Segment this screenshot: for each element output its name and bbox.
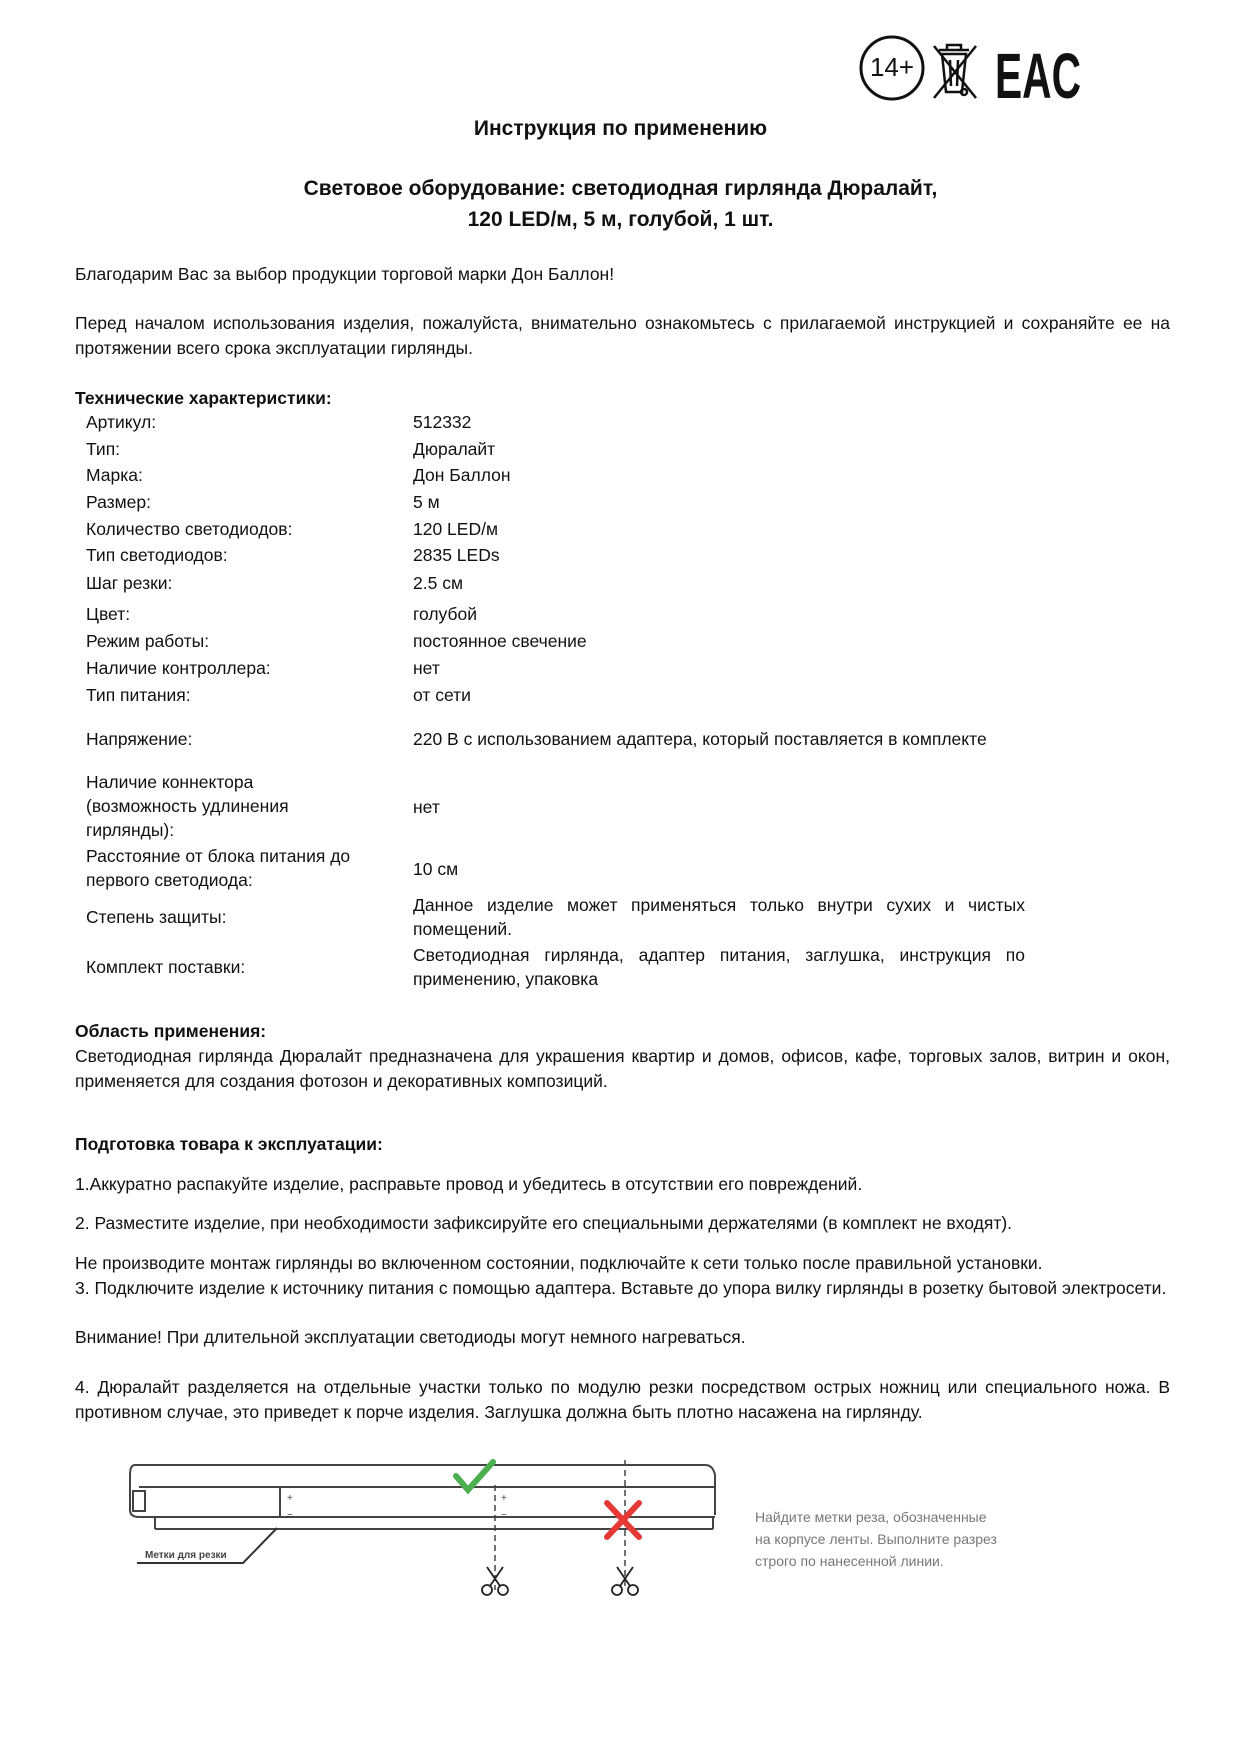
spec-label: Режим работы: — [86, 631, 210, 651]
spec-value: постоянное свечение — [413, 631, 587, 651]
spec-value: Дюралайт — [413, 439, 496, 459]
preparation-heading: Подготовка товара к эксплуатации: — [75, 1134, 383, 1154]
cut-marks-label: Метки для резки — [145, 1550, 227, 1561]
spec-value: 2835 LEDs — [413, 545, 500, 565]
spec-value: нет — [413, 658, 440, 678]
thanks-paragraph: Благодарим Вас за выбор продукции торговой марки Дон Баллон! — [75, 264, 615, 284]
spec-label: Напряжение: — [86, 729, 193, 749]
spec-label: Количество светодиодов: — [86, 519, 293, 539]
usage-text: Светодиодная гирлянда Дюралайт предназначена для украшения квартир и домов, офисов, кафе, торговых залов, витрин и окон, применяется для создания фотозон и декоративных композиций. — [75, 1046, 1170, 1091]
spec-value: 5 м — [413, 492, 440, 512]
spec-label: Расстояние от блока питания до первого светодиода: — [86, 846, 351, 890]
spec-label: Шаг резки: — [86, 573, 173, 593]
plus-sign-2: + — [501, 1493, 507, 1504]
crossed-bin-icon — [934, 45, 976, 98]
note-line-1: Найдите метки реза, обозначенные — [755, 1509, 987, 1525]
eac-mark — [993, 38, 1083, 112]
product-title-line1: Световое оборудование: светодиодная гирлянда Дюралайт, — [303, 177, 938, 200]
mounting-warning: Не производите монтаж гирлянды во включенном состоянии, подключайте к сети только после правильной установки. — [75, 1253, 1043, 1273]
minus-sign: − — [287, 1510, 293, 1521]
cutting-note — [755, 1506, 1045, 1572]
check-icon — [456, 1462, 493, 1490]
spec-label: Наличие контроллера: — [86, 658, 271, 678]
note-line-3: строго по нанесенной линии. — [755, 1553, 944, 1569]
spec-label: Степень защиты: — [86, 907, 227, 927]
document-title: Инструкция по применению — [473, 117, 768, 140]
spec-value: от сети — [413, 685, 471, 705]
step-2: 2. Разместите изделие, при необходимости зафиксируйте его специальными держателями (в комплект не входят). — [75, 1213, 1013, 1233]
minus-sign-2: − — [501, 1510, 507, 1521]
step-3: 3. Подключите изделие к источнику питания с помощью адаптера. Вставьте до упора вилку гирлянды в розетку бытовой электросети. — [75, 1278, 1167, 1298]
plus-sign: + — [287, 1493, 293, 1504]
step-4: 4. Дюралайт разделяется на отдельные участки только по модулю резки посредством острых ножниц или специального ножа. В противном случае, это приведет к порче изделия. Заглушка должна быть плотно насажена на гирлянду. — [75, 1377, 1170, 1422]
spec-label: Комплект поставки: — [86, 957, 246, 977]
usage-heading: Область применения: — [75, 1021, 267, 1041]
attention-note: Внимание! При длительной эксплуатации светодиоды могут немного нагреваться. — [75, 1327, 746, 1347]
spec-value: 10 см — [413, 859, 459, 879]
note-line-2: на корпусе ленты. Выполните разрез — [755, 1531, 997, 1547]
spec-label: Тип: — [86, 439, 121, 459]
spec-label: Тип светодиодов: — [86, 545, 228, 565]
spec-value: голубой — [413, 604, 478, 624]
product-title-line2: 120 LED/м, 5 м, голубой, 1 шт. — [467, 208, 774, 231]
spec-label: Артикул: — [86, 412, 157, 432]
specs-heading: Технические характеристики: — [75, 388, 332, 408]
spec-label: Размер: — [86, 492, 152, 512]
age-rating-text: 14+ — [869, 52, 915, 82]
spec-label: Тип питания: — [86, 685, 191, 705]
spec-label: Наличие коннектора (возможность удлинения гирлянды): — [86, 772, 289, 840]
spec-label: Марка: — [86, 465, 143, 485]
eac-text: EAC — [995, 40, 1081, 112]
spec-value: Данное изделие может применяться только внутри сухих и чистых помещений. — [413, 895, 1025, 939]
spec-value: Светодиодная гирлянда, адаптер питания, заглушка, инструкция по применению, упаковка — [413, 945, 1025, 989]
age-rating-circle — [861, 37, 923, 99]
cross-icon — [607, 1503, 639, 1537]
certification-marks — [855, 32, 1085, 112]
read-instructions-paragraph: Перед началом использования изделия, пожалуйста, внимательно ознакомьтесь с прилагаемой инструкцией и сохраняйте ее на протяжении всего срока эксплуатации гирлянды. — [75, 313, 1170, 358]
spec-value: 220 В с использованием адаптера, который поставляется в комплекте — [413, 729, 987, 749]
spec-value: 512332 — [413, 412, 472, 432]
spec-value: нет — [413, 797, 440, 817]
step-1: 1.Аккуратно распакуйте изделие, расправьте провод и убедитесь в отсутствии его повреждений. — [75, 1174, 863, 1194]
spec-value: 2.5 см — [413, 573, 463, 593]
spec-value: 120 LED/м — [413, 519, 498, 539]
spec-label: Цвет: — [86, 604, 131, 624]
spec-value: Дон Баллон — [413, 465, 511, 485]
